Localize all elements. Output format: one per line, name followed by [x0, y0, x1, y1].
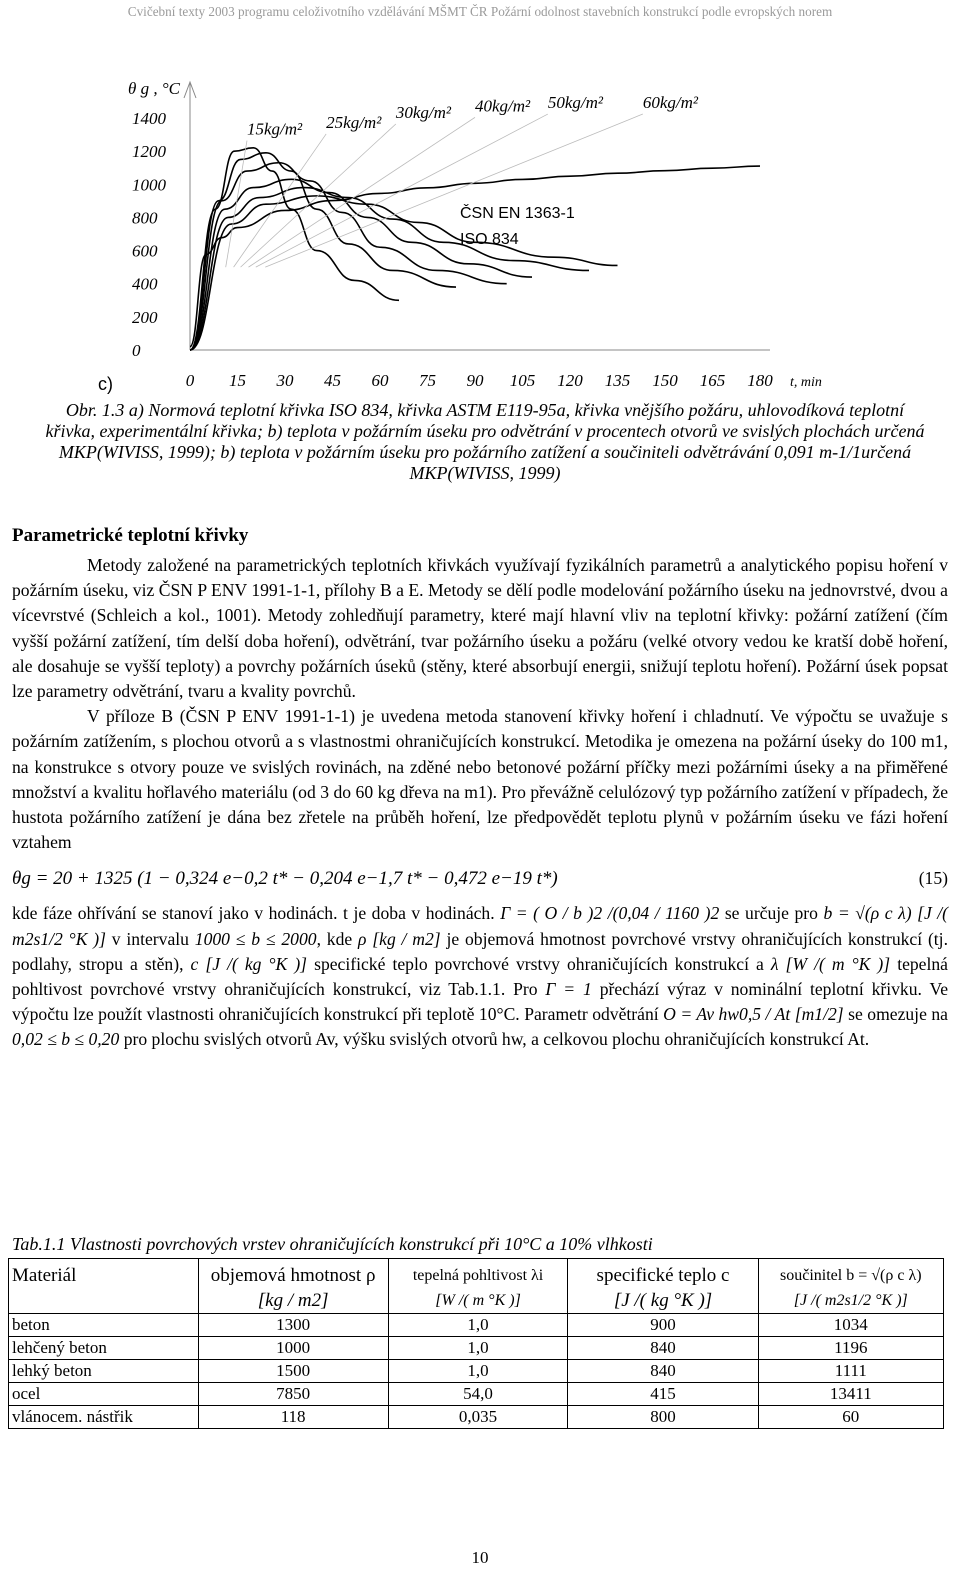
series-label: 15kg/m²: [247, 119, 303, 139]
table-cell: lehčený beton: [9, 1337, 199, 1360]
series-label: 50kg/m²: [547, 93, 603, 113]
x-tick-label: 45: [324, 371, 341, 390]
gamma-expression: Γ = ( O / b )2 /(0,04 / 1160 )2: [500, 903, 720, 924]
equation-number: (15): [918, 867, 948, 888]
o-range: 0,02 ≤ b ≤ 0,20: [12, 1029, 120, 1050]
b-unit: [J /( m2s1/2 °K )]: [12, 903, 949, 949]
table-cell: 800: [568, 1406, 758, 1429]
series-label: 40kg/m²: [475, 96, 531, 116]
table-cell: 118: [198, 1406, 388, 1429]
paragraph-1: Metody založené na parametrických teplotních křivkách využívají fyzikálních parametrů a analytického popisu hoření v požárním úseku, viz ČSN P ENV 1991-1-1, přílohy B a E. Metody se dělí podle modelování požárního úseku na jednovrstvé, dvou a vícevrstvé (Schleich a kol., 1001). Metody zohledňují parametry, které mají hlavní vliv na teplotní křivky: požární zatížení (čím vyšší požární zatížení, tím delší doba hoření), odvětrání, tvar požárního úseku a požáru (velké otvory vedou ke kratší době hoření, ale dosahuje se vyšší teploty) a povrchy požárních úseků (stěny, které absorbují energii, snižují teplotu hoření). Požární úsek popsat lze parametry odvětrání, tvaru a kvality povrchů.: [12, 555, 948, 702]
table-cell: beton: [9, 1314, 199, 1337]
y-tick-label: 0: [132, 341, 141, 360]
table-cell: 7850: [198, 1383, 388, 1406]
table-caption: Tab.1.1 Vlastnosti povrchových vrstev ohraničujících konstrukcí při 10°C a 10% vlhkosti: [12, 1234, 653, 1254]
text-run: je objemová hmotnost povrchové vrstvy ohraničujících konstrukcí (tj. podlahy, stropu a stěn),: [12, 928, 948, 974]
chart-ticks: [132, 109, 773, 390]
text-run: přechází výraz v nominální teplotní křivku. Ve výpočtu lze použít vlastnosti ohraničujících konstrukcí při teplotě 10°C. Parametr odvětrání: [12, 979, 949, 1025]
section-title: Parametrické teplotní křivky: [12, 525, 249, 546]
y-tick-label: 800: [132, 208, 158, 228]
table-cell: 1196: [758, 1337, 943, 1360]
text-run: , kde: [316, 928, 353, 949]
equation-body: θg = 20 + 1325 (1 − 0,324 e−0,2 t* − 0,204 e−1,7 t* − 0,472 e−19 t*): [12, 867, 558, 889]
col-header-label: tepelná pohltivost λi: [412, 1267, 544, 1284]
table-cell: 1,0: [388, 1337, 568, 1360]
table-cell: 13411: [758, 1383, 943, 1406]
col-header-unit: [J /( kg °K )]: [613, 1290, 713, 1311]
lambda-expression: λ [W /( m °K )]: [770, 953, 891, 974]
series-label: 25kg/m²: [326, 112, 382, 132]
col-header-unit: [W /( m °K )]: [435, 1292, 521, 1309]
figure-caption: [40, 400, 930, 484]
col-header-label: Materiál: [12, 1265, 77, 1286]
text-run: určuje pro: [745, 903, 818, 924]
standard-label-csn: ČSN EN 1363-1: [460, 205, 575, 222]
properties-table: [8, 1258, 944, 1429]
y-tick-label: 1000: [132, 175, 166, 195]
equation-15: [12, 855, 948, 901]
page-number: 10: [471, 1548, 489, 1567]
gamma-one: Γ = 1: [545, 979, 592, 1000]
table-cell: 415: [568, 1383, 758, 1406]
text-run: v intervalu: [111, 928, 189, 949]
b-expression: b = √(ρ c λ): [823, 903, 912, 924]
table-cell: 1500: [198, 1360, 388, 1383]
x-tick-label: 90: [466, 371, 484, 390]
col-header-density: [198, 1259, 388, 1314]
text-run: se omezuje na: [848, 1004, 948, 1025]
col-header-absorption: [388, 1259, 568, 1314]
x-tick-label: 165: [699, 371, 726, 390]
col-header-unit: [J /( m2s1/2 °K )]: [793, 1292, 908, 1309]
y-tick-label: 200: [132, 307, 158, 327]
y-tick-label: 1200: [132, 142, 166, 162]
table-cell: 840: [568, 1337, 758, 1360]
table-cell: vlánocem. nástřik: [9, 1406, 199, 1429]
table-cell: lehký beton: [9, 1360, 199, 1383]
table-cell: 840: [568, 1360, 758, 1383]
y-tick-label: 1400: [132, 109, 166, 128]
x-axis-label: t, min: [790, 375, 822, 390]
o-expression: O = Av hw0,5 / At [m1/2]: [663, 1004, 844, 1025]
table-cell: 1111: [758, 1360, 943, 1383]
col-header-label: specifické teplo c: [596, 1265, 730, 1286]
table-cell: 1,0: [388, 1360, 568, 1383]
x-tick-label: 15: [229, 371, 246, 390]
table-cell: 60: [758, 1406, 943, 1429]
table-cell: 54,0: [388, 1383, 568, 1406]
x-tick-label: 135: [604, 371, 631, 390]
running-header: Cvičební texty 2003 programu celoživotního vzdělávání MŠMT ČR Požární odolnost stavebních konstrukcí podle evropských norem: [127, 4, 833, 19]
x-tick-label: 105: [509, 371, 536, 390]
col-header-heat: [568, 1259, 758, 1314]
x-tick-label: 0: [185, 371, 195, 390]
x-tick-label: 120: [557, 371, 583, 390]
y-tick-label: 400: [132, 274, 158, 294]
col-header-material: [9, 1259, 199, 1314]
table-cell: 1000: [198, 1337, 388, 1360]
body-text: [12, 553, 948, 1053]
y-tick-label: 600: [132, 241, 158, 261]
col-header-label: součinitel b = √(ρ c λ): [780, 1267, 922, 1284]
series-label: 60kg/m²: [642, 93, 698, 113]
text-run: tepelná pohltivost povrchové vrstvy ohraničujících konstrukcí, viz Tab.1.1. Pro: [12, 953, 948, 1000]
text-run: pro plochu svislých otvorů Av, výšku svislých otvorů hw, a celkovou plochu ohraničujících konstrukcí At.: [123, 1029, 870, 1050]
rho-expression: ρ [kg / m2]: [358, 928, 441, 949]
table-cell: 1300: [198, 1314, 388, 1337]
table-cell: 900: [568, 1314, 758, 1337]
x-tick-label: 180: [747, 371, 773, 390]
table-cell: ocel: [9, 1383, 199, 1406]
col-header-coefficient: [758, 1259, 943, 1314]
x-tick-label: 75: [419, 371, 436, 390]
y-axis-label: θ g , °C: [128, 79, 180, 98]
table-cell: 1,0: [388, 1314, 568, 1337]
text-run: se: [724, 903, 740, 924]
table-row: [9, 1360, 944, 1383]
x-tick-label: 60: [371, 371, 389, 390]
table-row: [9, 1337, 944, 1360]
paragraph-3: [12, 901, 948, 1052]
text-run: kde fáze ohřívání se stanoví jako v hodinách. t je doba v hodinách.: [12, 903, 495, 924]
b-range: 1000 ≤ b ≤ 2000: [194, 928, 317, 949]
caption-text: Obr. 1.3 a) Normová teplotní křivka ISO 834, křivka ASTM E119-95a, křivka vnějšího požáru, uhlovodíková teplotní křivka, experimentální křivka; b) teplota v požárním úseku pro odvětrání v procentech otvorů ve svislých plochách určená MKP(WIVISS, 1999); b) teplota v požárním úseku pro požárního zatížení a součiniteli odvětrávání 0,091 m-1/1určená MKP(WIVISS, 1999): [45, 400, 925, 483]
table-cell: 1034: [758, 1314, 943, 1337]
table-cell: 0,035: [388, 1406, 568, 1429]
fire-curve-chart: [0, 60, 960, 400]
panel-label: c): [98, 374, 113, 394]
c-expression: c [J /( kg °K )]: [190, 953, 308, 974]
table-row: [9, 1314, 944, 1337]
series-label: 30kg/m²: [395, 103, 451, 122]
table-row: [9, 1383, 944, 1406]
table-row: [9, 1406, 944, 1429]
series-line: [190, 148, 399, 350]
text-run: specifické teplo povrchové vrstvy ohraničujících konstrukcí a: [314, 953, 764, 974]
col-header-label: objemová hmotnost ρ: [210, 1265, 376, 1286]
col-header-unit: [kg / m2]: [257, 1290, 329, 1311]
table-header-row: [9, 1259, 944, 1314]
x-tick-label: 150: [652, 371, 678, 390]
x-tick-label: 30: [276, 371, 294, 390]
standard-label-iso: ISO 834: [460, 231, 519, 248]
paragraph-2: V příloze B (ČSN P ENV 1991-1-1) je uvedena metoda stanovení křivky hoření i chladnutí. Ve výpočtu se uvažuje s požárním zatížením, s plochou otvorů a s vlastnostmi ohraničujících konstrukcí. Metodika je omezena na požární úseky do 100 m1, na konstrukce s otvory pouze ve svislých rovinách, na zděné nebo betonové požární příčky mezi požárními úseky a na přiměřené množství a kvalitu hořlavého materiálu (od 3 do 60 kg dřeva na m1). Pro převážně celulózový typ požárního zatížení v případech, že hustota požárního zatížení je dána bez zřetele na průběh hoření, lze předpovědět teplotu plynů v požárním úseku ve fázi hoření vztahem: [12, 706, 948, 853]
series-line: [190, 163, 507, 350]
